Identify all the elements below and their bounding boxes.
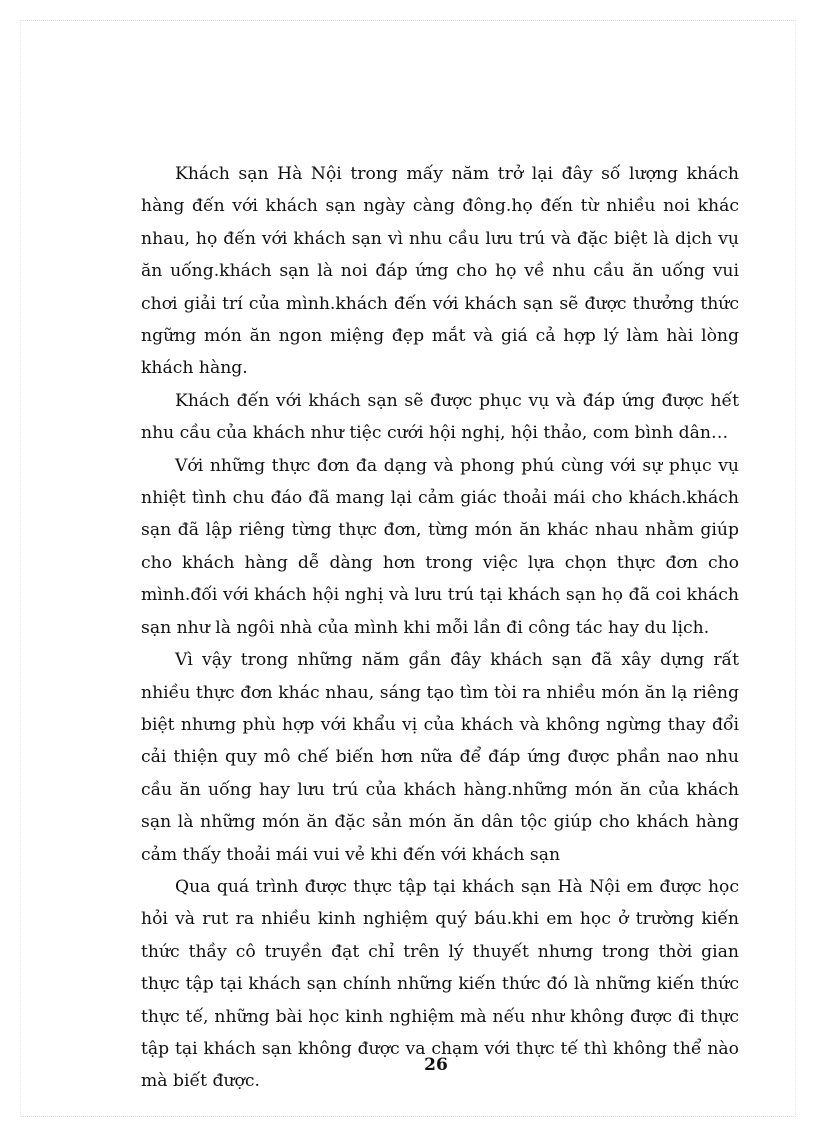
- page-number: 26: [424, 1055, 448, 1075]
- paragraph-5: Qua quá trình được thực tập tại khách sạn Hà Nội em được học hỏi và rut ra nhiều kinh nghiệm quý báu.khi em học ở trường kiến thức thầy cô truyền đạt chỉ trên lý thuyết nhưng trong thời gian thực tập tại khách sạn chính những kiến thức đó là những kiến thức thực tế, những bài học kinh nghiệm mà nếu như không được đi thực tập tại khách sạn không được va chạm với thực tế thì không thể nào mà biết được.: [141, 876, 739, 1092]
- body-text: [141, 158, 739, 1098]
- paragraph-1: Khách sạn Hà Nội trong mấy năm trở lại đây số lượng khách hàng đến với khách sạn ngày càng đông.họ đến từ nhiều noi khác nhau, họ đến với khách sạn vì nhu cầu lưu trú và đặc biệt là dịch vụ ăn uống.khách sạn là noi đáp ứng cho họ về nhu cầu ăn uống vui chơi giải trí của mình.khách đến với khách sạn sẽ được thưởng thức ngững món ăn ngon miệng đẹp mắt và giá cả hợp lý làm hài lòng khách hàng.: [141, 164, 739, 379]
- paragraph-3: Với những thực đơn đa dạng và phong phú cùng với sự phục vụ nhiệt tình chu đáo đã mang lại cảm giác thoải mái cho khách.khách sạn đã lập riêng từng thực đơn, từng món ăn khác nhau nhằm giúp cho khách hàng dễ dàng hơn trong việc lựa chọn thực đơn cho mình.đối với khách hội nghị và lưu trú tại khách sạn họ đã coi khách sạn như là ngôi nhà của mình khi mỗi lần đi công tác hay du lịch.: [141, 455, 739, 638]
- paragraph-2: Khách đến với khách sạn sẽ được phục vụ và đáp ứng được hết nhu cầu của khách như tiệc cưới hội nghị, hội thảo, com bình dân…: [141, 390, 739, 444]
- paragraph-4: Vì vậy trong những năm gần đây khách sạn đã xây dựng rất nhiều thực đơn khác nhau, sáng tạo tìm tòi ra nhiều món ăn lạ riêng biệt nhưng phù hợp với khẩu vị của khách và không ngừng thay đổi cải thiện quy mô chế biến hơn nữa để đáp ứng được phần nao nhu cầu ăn uống hay lưu trú của khách hàng.những món ăn của khách sạn là những món ăn đặc sản món ăn dân tộc giúp cho khách hàng cảm thấy thoải mái vui vẻ khi đến với khách sạn: [141, 650, 739, 865]
